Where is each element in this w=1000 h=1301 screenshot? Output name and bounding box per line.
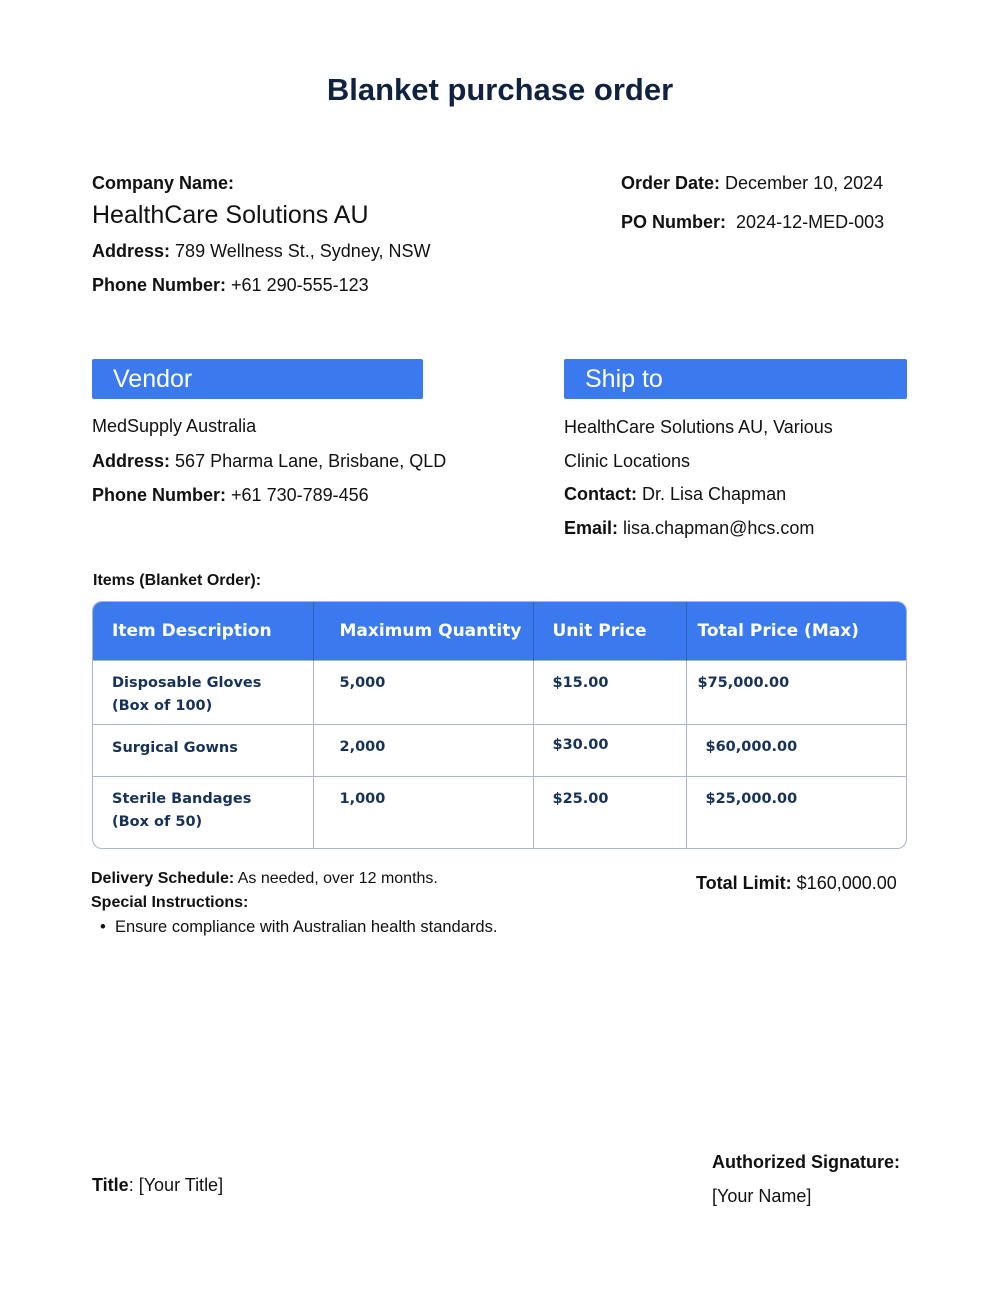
ship-to-heading: Ship to — [564, 359, 907, 399]
vendor-address: Address: 567 Pharma Lane, Brisbane, QLD — [92, 451, 447, 471]
vendor-phone: Phone Number: +61 730-789-456 — [92, 485, 369, 505]
item-description: Surgical Gowns — [93, 725, 313, 777]
ship-to-line1: HealthCare Solutions AU, Various — [564, 417, 833, 437]
vendor-name: MedSupply Australia — [92, 416, 257, 436]
header-maximum-quantity: Maximum Quantity — [313, 602, 533, 661]
ship-to-contact: Contact: Dr. Lisa Chapman — [564, 484, 787, 504]
header-total-price: Total Price (Max) — [686, 602, 906, 661]
po-number: PO Number: 2024-12-MED-003 — [621, 212, 885, 232]
authorized-signature-label: Authorized Signature: — [712, 1152, 900, 1172]
instruction-item: • Ensure compliance with Australian health standards. — [100, 918, 498, 936]
item-total-price: $60,000.00 — [686, 725, 906, 777]
special-instructions-label: Special Instructions: — [91, 894, 249, 911]
bullet-icon: • — [100, 918, 106, 936]
company-name: HealthCare Solutions AU — [92, 201, 369, 229]
page-title: Blanket purchase order — [326, 72, 674, 107]
item-description: Sterile Bandages (Box of 50) — [93, 777, 313, 850]
vendor-heading: Vendor — [92, 359, 423, 399]
delivery-schedule: Delivery Schedule: As needed, over 12 months. — [91, 870, 438, 887]
item-quantity: 1,000 — [313, 777, 533, 850]
table-row — [93, 725, 906, 777]
header-item-description: Item Description — [93, 602, 313, 661]
title-field: Title: [Your Title] — [92, 1175, 224, 1195]
items-table — [92, 601, 907, 849]
company-name-label: Company Name: — [92, 173, 235, 193]
order-date: Order Date: December 10, 2024 — [621, 173, 884, 193]
total-limit: Total Limit: $160,000.00 — [696, 873, 897, 893]
item-unit-price: $25.00 — [533, 777, 686, 850]
item-quantity: 5,000 — [313, 661, 533, 725]
item-unit-price: $30.00 — [533, 725, 686, 777]
ship-to-line2: Clinic Locations — [564, 451, 691, 471]
ship-to-email: Email: lisa.chapman@hcs.com — [564, 518, 815, 538]
company-phone: Phone Number: +61 290-555-123 — [92, 275, 369, 295]
table-header-row — [93, 602, 906, 661]
item-unit-price: $15.00 — [533, 661, 686, 725]
item-total-price: $25,000.00 — [686, 777, 906, 850]
item-total-price: $75,000.00 — [686, 661, 906, 725]
header-unit-price: Unit Price — [533, 602, 686, 661]
company-address: Address: 789 Wellness St., Sydney, NSW — [92, 241, 431, 261]
item-quantity: 2,000 — [313, 725, 533, 777]
signature-name: [Your Name] — [712, 1186, 812, 1206]
items-caption: Items (Blanket Order): — [93, 572, 262, 589]
table-row — [93, 777, 906, 850]
item-description: Disposable Gloves (Box of 100) — [93, 661, 313, 725]
table-row — [93, 661, 906, 725]
